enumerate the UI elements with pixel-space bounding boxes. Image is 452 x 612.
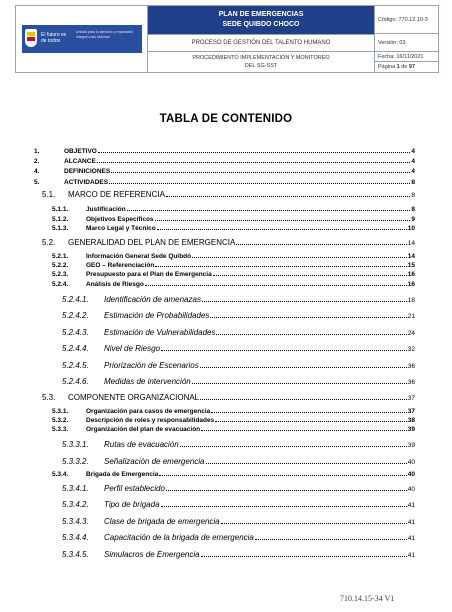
toc-dot-leader	[202, 301, 407, 302]
toc-entry-number: 4.	[34, 168, 40, 175]
toc-dot-leader	[215, 421, 407, 422]
process-name: PROCESO DE GESTIÓN DEL TALENTO HUMANO	[148, 34, 374, 52]
toc-dot-leader	[98, 152, 411, 153]
toc-entry-number: 5.3.3.2.	[62, 457, 89, 466]
toc-entry-page: 37	[407, 395, 415, 402]
toc-entry[interactable]	[62, 308, 415, 320]
toc-entry[interactable]	[52, 214, 415, 223]
toc-dot-leader	[159, 475, 407, 476]
toc-entry-title: Información General Sede Quibdó	[86, 253, 192, 260]
toc-dot-leader	[213, 275, 407, 276]
toc-entry[interactable]	[34, 146, 415, 155]
toc-entry-title: Medidas de intervención	[104, 377, 191, 386]
toc-dot-leader	[145, 285, 407, 286]
toc-dot-leader	[155, 266, 406, 267]
toc-entry[interactable]	[52, 260, 415, 269]
logo-text-main: El futuro es de todos	[41, 32, 67, 44]
toc-entry-page: 14	[407, 240, 415, 247]
toc-entry[interactable]	[52, 251, 415, 260]
toc-entry[interactable]	[62, 358, 415, 370]
toc-entry[interactable]	[62, 497, 415, 509]
toc-entry-page: 41	[407, 519, 415, 526]
toc-entry-page: 8	[411, 179, 415, 186]
toc-entry-number: 5.3.4.1.	[62, 484, 89, 493]
toc-entry-title: DEFINICIONES	[64, 168, 111, 175]
toc-dot-leader	[127, 210, 411, 211]
toc-dot-leader	[161, 350, 407, 351]
toc-entry[interactable]	[52, 415, 415, 424]
toc-entry[interactable]	[42, 236, 415, 247]
toc-entry-page: 16	[407, 271, 415, 278]
toc-entry[interactable]	[62, 481, 415, 493]
toc-entry-title: Capacitación de la brigada de emergencia	[104, 533, 254, 542]
toc-entry-title: Organización del plan de evacuación	[86, 426, 201, 433]
toc-entry-page: 41	[407, 552, 415, 559]
toc-entry[interactable]	[42, 188, 415, 199]
document-code: Código: 770.12.10-3	[375, 6, 438, 34]
toc-entry-number: 5.1.2.	[52, 216, 69, 223]
toc-entry-title: Organización para casos de emergencia	[86, 408, 211, 415]
toc-entry-title: Análisis de Riesgo	[86, 281, 144, 288]
toc-entry[interactable]	[62, 530, 415, 542]
toc-entry-page: 36	[407, 379, 415, 386]
toc-entry[interactable]	[62, 374, 415, 386]
toc-entry-page: 36	[407, 363, 415, 370]
page-total: 97	[408, 64, 416, 70]
toc-entry[interactable]	[52, 406, 415, 415]
toc-entry-title: Identificación de amenazas	[104, 295, 201, 304]
toc-entry-page: 24	[407, 330, 415, 337]
toc-dot-leader	[166, 490, 407, 491]
toc-dot-leader	[109, 183, 410, 184]
logo-text-sub: Unidad para la atención y reparación integral a las víctimas	[76, 30, 134, 39]
toc-entry[interactable]	[52, 469, 415, 478]
toc-entry-title: Objetivos Específicos	[86, 216, 154, 223]
toc-dot-leader	[221, 523, 407, 524]
toc-entry-title: Nivel de Riesgo	[104, 344, 161, 353]
toc-dot-leader	[192, 383, 407, 384]
toc-entry-page: 18	[407, 297, 415, 304]
toc-entry-page: 21	[407, 313, 415, 320]
toc-entry-title: Brigada de Emergencia	[86, 471, 159, 478]
toc-entry[interactable]	[62, 341, 415, 353]
page-current: 1	[396, 64, 400, 70]
toc-entry[interactable]	[52, 269, 415, 278]
toc-entry-number: 5.2.4.6.	[62, 377, 89, 386]
document-version: Versión: 03	[375, 34, 438, 52]
toc-dot-leader	[206, 463, 407, 464]
toc-entry-page: 10	[407, 225, 415, 232]
toc-entry[interactable]	[34, 156, 415, 165]
toc-dot-leader	[192, 257, 407, 258]
toc-entry-number: 5.1.3.	[52, 225, 69, 232]
toc-entry-number: 5.3.3.1.	[62, 440, 89, 449]
toc-entry[interactable]	[62, 514, 415, 526]
toc-entry-page: 15	[407, 262, 415, 269]
toc-entry-number: 5.2.4.	[52, 281, 69, 288]
toc-entry-number: 5.1.1.	[52, 206, 69, 213]
toc-entry-number: 2.	[34, 158, 40, 165]
toc-entry-page: 4	[411, 158, 415, 165]
toc-entry[interactable]	[62, 325, 415, 337]
toc-dot-leader	[111, 172, 410, 173]
toc-dot-leader	[200, 367, 407, 368]
toc-entry-number: 5.2.4.3.	[62, 328, 89, 337]
toc-entry-page: 40	[407, 486, 415, 493]
toc-entry[interactable]	[52, 424, 415, 433]
toc-entry-title: ACTIVIDADES	[64, 179, 109, 186]
toc-entry-page: 32	[407, 346, 415, 353]
toc-entry-number: 1.	[34, 148, 40, 155]
toc-dot-leader	[155, 220, 411, 221]
toc-entry[interactable]	[62, 292, 415, 304]
procedure-line-1: PROCEDIMIENTO IMPLEMENTACIÓN Y MONITOREO	[192, 55, 330, 61]
toc-dot-leader	[255, 539, 407, 540]
toc-entry-number: 5.2.4.1.	[62, 295, 89, 304]
toc-dot-leader	[157, 229, 407, 230]
toc-dot-leader	[236, 244, 406, 245]
toc-entry-title: Perfil establecido	[104, 484, 165, 493]
toc-entry[interactable]	[34, 177, 415, 186]
procedure-line-2: DEL SG-SST	[244, 63, 278, 69]
toc-entry-title: Estimación de Vulnerabilidades	[104, 328, 216, 337]
toc-entry-number: 5.2.3.	[52, 271, 69, 278]
toc-entry[interactable]	[52, 279, 415, 288]
toc-entry-page: 16	[407, 281, 415, 288]
toc-entry-page: 4	[411, 148, 415, 155]
toc-entry-number: 5.3.1.	[52, 408, 69, 415]
toc-entry-number: 5.3.4.4.	[62, 533, 89, 542]
toc-entry-title: Rutas de evacuación	[104, 440, 179, 449]
toc-entry-page: 39	[407, 442, 415, 449]
footer-code: 710.14.15-34 V1	[340, 594, 395, 603]
toc-entry-title: Justificación	[86, 206, 126, 213]
toc-entry-number: 5.3.4.	[52, 471, 69, 478]
toc-entry-title: Tipo de brigada	[104, 500, 160, 509]
toc-heading: TABLA DE CONTENIDO	[159, 113, 293, 125]
toc-entry[interactable]	[62, 547, 415, 559]
toc-dot-leader	[200, 399, 407, 400]
toc-entry-title: Simulacros de Emergencia	[104, 550, 200, 559]
toc-entry-title: ALCANCE	[64, 158, 96, 165]
toc-entry-number: 5.3.4.3.	[62, 517, 89, 526]
toc-entry-number: 5.2.	[42, 238, 56, 247]
toc-entry-number: 5.1.	[42, 190, 56, 199]
toc-entry-number: 5.3.3.	[52, 426, 69, 433]
toc-dot-leader	[166, 196, 410, 197]
toc-entry-page: 38	[407, 417, 415, 424]
toc-entry-number: 5.2.1.	[52, 253, 69, 260]
toc-entry-number: 5.3.2.	[52, 417, 69, 424]
toc-entry-title: Señalización de emergencia	[104, 457, 205, 466]
toc-entry-number: 5.2.4.4.	[62, 344, 89, 353]
title-line-2: SEDE QUIBDO CHOCO	[222, 21, 300, 28]
toc-entry-title: Clase de brigada de emergencia	[104, 517, 220, 526]
toc-entry-title: Estimación de Probabilidades	[104, 311, 210, 320]
toc-entry-number: 5.2.2.	[52, 262, 69, 269]
toc-dot-leader	[216, 334, 406, 335]
document-date: Fecha: 16/11/2021	[375, 52, 438, 62]
toc-entry-title: OBJETIVO	[64, 148, 97, 155]
toc-entry[interactable]	[42, 391, 415, 402]
toc-dot-leader	[211, 412, 406, 413]
toc-entry-page: 40	[407, 471, 415, 478]
toc-entry-page: 39	[407, 426, 415, 433]
toc-dot-leader	[201, 430, 407, 431]
toc-dot-leader	[210, 317, 406, 318]
page-indicator: Página 1 de 97	[378, 64, 416, 70]
toc-entry-number: 5.2.4.2.	[62, 311, 89, 320]
toc-entry-number: 5.	[34, 179, 40, 186]
toc-entry-page: 40	[407, 459, 415, 466]
toc-entry[interactable]	[62, 454, 415, 466]
toc-entry[interactable]	[34, 166, 415, 175]
toc-entry-page: 8	[411, 192, 415, 199]
toc-entry-number: 5.2.4.5.	[62, 361, 89, 370]
toc-dot-leader	[180, 446, 407, 447]
toc-entry-page: 14	[407, 253, 415, 260]
toc-entry-page: 4	[411, 168, 415, 175]
toc-entry-title: Marco Legal y Técnico	[86, 225, 156, 232]
toc-entry[interactable]	[52, 204, 415, 213]
toc-entry[interactable]	[62, 437, 415, 449]
toc-entry-number: 5.3.	[42, 393, 56, 402]
toc-entry-title: MARCO DE REFERENCIA	[68, 190, 165, 199]
toc-entry-number: 5.3.4.5.	[62, 550, 89, 559]
toc-dot-leader	[161, 506, 407, 507]
toc-entry[interactable]	[52, 223, 415, 232]
toc-entry-page: 41	[407, 502, 415, 509]
title-line-1: PLAN DE EMERGENCIAS	[218, 11, 304, 18]
toc-entry-title: GEO – Referenciación	[86, 262, 155, 269]
toc-entry-title: Priorización de Escenarios	[104, 361, 199, 370]
toc-entry-page: 37	[407, 408, 415, 415]
toc-entry-page: 9	[411, 216, 415, 223]
toc-entry-title: GENERALIDAD DEL PLAN DE EMERGENCIA	[68, 238, 236, 247]
toc-entry-number: 5.3.4.2.	[62, 500, 89, 509]
toc-entry-title: Presupuesto para el Plan de Emergencia	[86, 271, 212, 278]
toc-dot-leader	[97, 162, 411, 163]
toc-entry-title: Descripción de roles y responsabilidades	[86, 417, 215, 424]
toc-entry-page: 8	[411, 206, 415, 213]
toc-entry-title: COMPONENTE ORGANIZACIONAL	[68, 393, 200, 402]
toc-dot-leader	[201, 556, 407, 557]
toc-entry-page: 41	[407, 535, 415, 542]
